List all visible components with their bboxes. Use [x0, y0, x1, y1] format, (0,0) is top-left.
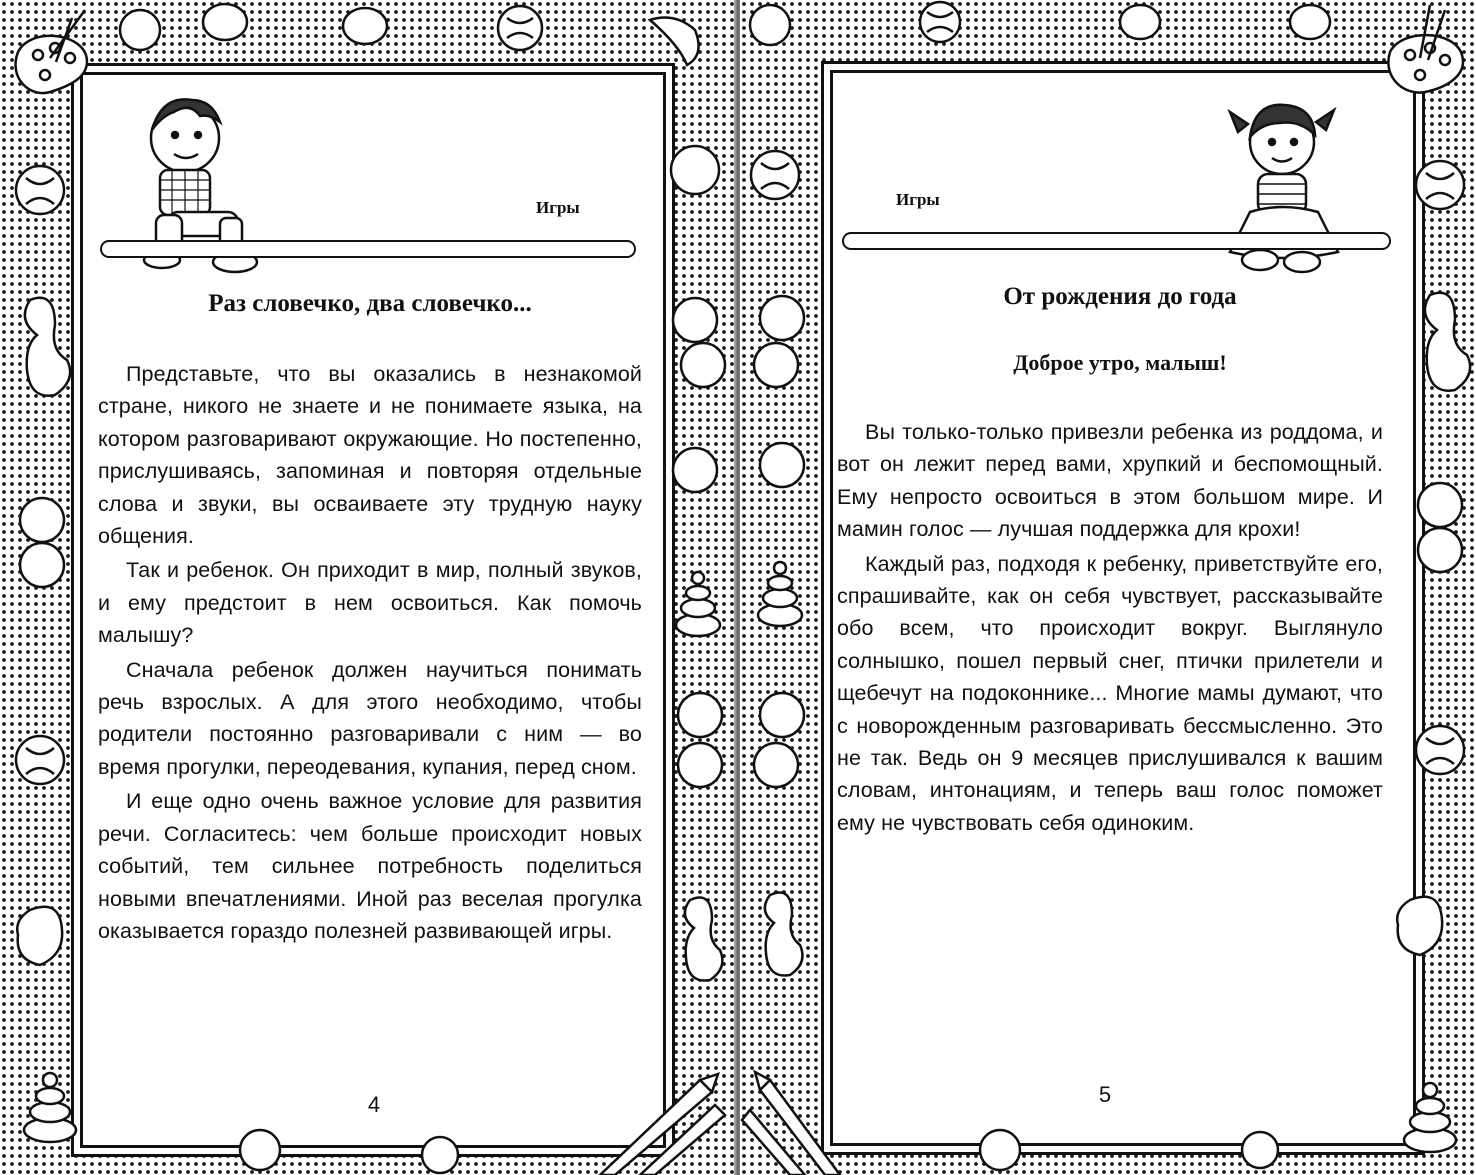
balloon-icon [678, 693, 722, 737]
pyramid-toy-icon [24, 1073, 76, 1142]
pyramid-toy-icon [758, 562, 802, 626]
left-header-label: Игры [536, 198, 580, 217]
balloon-icon [1418, 483, 1462, 527]
balloon-icon [760, 693, 804, 737]
ball-icon [240, 1130, 280, 1170]
ball-icon [920, 2, 960, 42]
ball-icon [1242, 1132, 1278, 1168]
balloon-icon [1425, 293, 1470, 391]
left-paragraph-4: И еще одно очень важное условие для развития речи. Согласитесь: чем больше происходит новых событий, тем сильнее потребность поделиться новыми впечатлениями. Иной раз веселая прогулка оказывается гораздо полезней развивающей игры. [98, 789, 642, 943]
balloon-icon [754, 743, 798, 787]
balloon-icon [20, 498, 64, 542]
left-header-rule [100, 240, 636, 258]
ball-icon [980, 1130, 1020, 1170]
right-header-rule [842, 232, 1391, 250]
ball-icon [750, 5, 790, 45]
ball-icon [120, 10, 160, 50]
ball-icon [1416, 161, 1464, 209]
ball-icon [498, 6, 542, 50]
ball-icon [751, 151, 799, 199]
balloon-icon [25, 298, 70, 396]
balloon-icon [754, 343, 798, 387]
pencil-icon [742, 1072, 840, 1175]
ball-icon [1416, 726, 1464, 774]
right-page-title: От рождения до года [1003, 283, 1237, 310]
balloon-icon [1290, 5, 1330, 39]
right-header-label: Игры [896, 190, 940, 209]
balloon-icon [20, 543, 64, 587]
left-paragraph-1: Представьте, что вы оказались в незнакомой стране, никого не знаете и не понимаете языка, на котором разговаривают окружающие. Но постепенно, прислушиваясь, запоминая и повторяя отдельные слова и звуки, вы осваиваете эту трудную науку общения. [98, 362, 642, 549]
pyramid-toy-icon [676, 572, 720, 636]
heart-icon [650, 18, 699, 65]
balloon-icon [673, 448, 717, 492]
heart-icon [17, 907, 62, 965]
balloon-icon [760, 296, 804, 340]
balloon-icon [1418, 528, 1462, 572]
ball-icon [16, 736, 64, 784]
ball-icon [671, 146, 719, 194]
right-page-number: 5 [1098, 1082, 1112, 1107]
ball-icon [422, 1137, 458, 1173]
balloon-icon [678, 743, 722, 787]
balloon-icon [760, 443, 804, 487]
right-body-text [837, 416, 1383, 839]
left-page-number: 4 [367, 1092, 381, 1117]
pencil-icon [600, 1074, 725, 1175]
right-page-subtitle: Доброе утро, малыш! [1013, 350, 1227, 375]
palette-icon [1388, 5, 1463, 93]
palette-icon [16, 10, 87, 93]
balloon-icon [765, 893, 803, 976]
left-page-title: Раз словечко, два словечко... [208, 290, 532, 317]
right-paragraph-2: Каждый раз, подходя к ребенку, приветствуйте его, спрашивайте, как он себя чувствует, рассказывайте обо всем, что происходит вокруг. Выглянуло солнышко, пошел первый снег, птички прилетели и щебечут на подоконнике... Многие мамы думают, что с новорожденным разговаривать бессмысленно. Это не так. Ведь он 9 месяцев прислушивался к вашим словам, интонациям, и теперь ваш голос поможет ему не чувствовать себя одиноким. [837, 551, 1383, 835]
left-body-text [98, 358, 642, 947]
right-paragraph-1: Вы только-только привезли ребенка из роддома, и вот он лежит перед вами, хрупкий и беспомощный. Ему непросто освоиться в этом большом мире. И мамин голос — лучшая поддержка для крохи! [837, 420, 1383, 542]
balloon-icon [681, 343, 725, 387]
heart-icon [1397, 897, 1442, 955]
balloon-icon [1120, 5, 1160, 39]
balloon-icon [203, 4, 247, 40]
ball-icon [16, 166, 64, 214]
left-page [0, 0, 736, 1175]
left-paragraph-3: Сначала ребенок должен научиться понимать речь взрослых. А для этого необходимо, чтобы родители постоянно разговаривали с ним — во время прогулки, переодевания, купания, перед сном. [98, 657, 642, 779]
balloon-icon [673, 298, 717, 342]
left-paragraph-2: Так и ребенок. Он приходит в мир, полный звуков, и ему предстоит в нем освоиться. Как помочь малышу? [98, 558, 642, 648]
balloon-icon [685, 898, 723, 981]
pyramid-toy-icon [1404, 1083, 1456, 1152]
right-page [740, 0, 1476, 1175]
balloon-icon [343, 8, 387, 44]
